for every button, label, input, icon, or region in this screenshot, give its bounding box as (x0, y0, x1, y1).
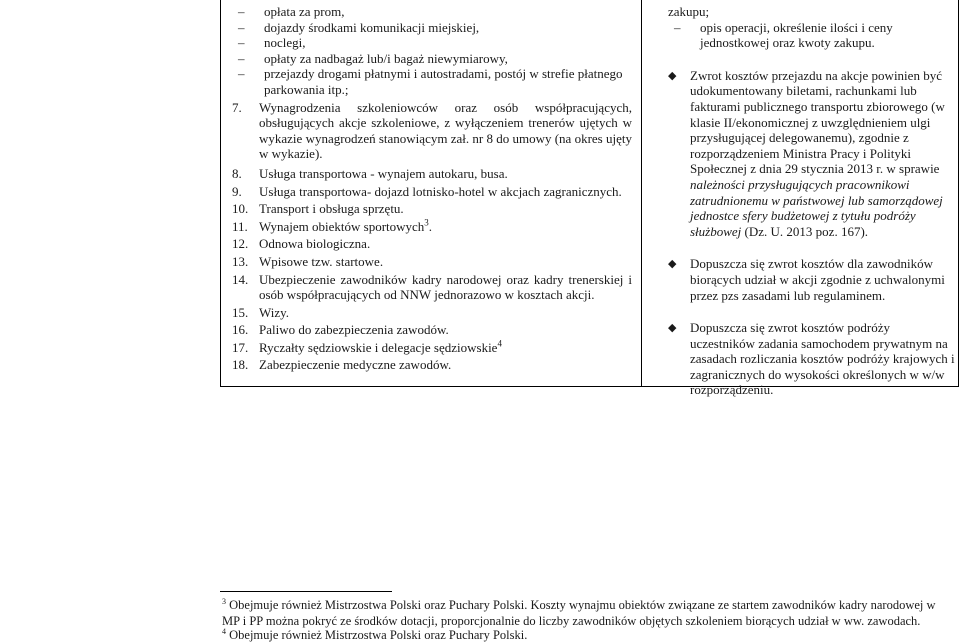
list-number: 13. (232, 253, 249, 269)
list-item (232, 166, 632, 182)
list-item-text: Transport i obsługa sprzętu. (259, 201, 404, 217)
list-item (232, 184, 632, 200)
list-item-text: Wynagrodzenia szkoleniowców oraz osób współpracujących, obsługujących akcje szkoleniowe, z wyłączeniem trenerów ujętych w wykazie wynagrodzeń stanowiącym zał. nr 8 do umowy (na okres ujęty w wykazie). (259, 99, 632, 162)
diamond-bullet-icon: ◆ (668, 69, 677, 82)
list-item (232, 254, 632, 270)
table-border-middle (641, 0, 642, 387)
list-number: 12. (232, 236, 249, 252)
list-item (232, 20, 632, 36)
list-item-text: przejazdy drogami płatnymi i autostradami, postój w strefie płatnego parkowania itp.; (264, 66, 623, 97)
list-number: 15. (232, 304, 249, 320)
footnote-ref[interactable]: 3 (424, 217, 429, 228)
footnote-separator (220, 591, 392, 592)
list-item-text: Paliwo do zabezpieczenia zawodów. (259, 322, 449, 338)
list-item (232, 305, 632, 321)
list-item-punct: . (428, 218, 433, 234)
list-item-text: dojazdy środkami komunikacji miejskiej, (264, 19, 480, 35)
right-column (668, 4, 956, 398)
list-item (232, 201, 632, 217)
diamond-bullet-icon: ◆ (668, 322, 677, 335)
bullet-item (668, 68, 956, 240)
list-item (232, 51, 632, 67)
bullet-text: Zwrot kosztów przejazdu na akcje powinien być udokumentowany biletami, rachunkami lub fakturami publicznego transportu zbiorowego (w klasie II/ekonomicznej z uwzględnieniem ulgi przysługującej delegowanemu), zgodnie z rozporządzeniem Ministra Pracy i Polityki Społecznej z dnia 29 stycznia 2013 r. w sprawie (690, 67, 945, 177)
list-item-text: noclegi, (264, 35, 306, 51)
list-item (232, 35, 632, 51)
bullet-item (668, 256, 956, 303)
list-item (232, 272, 632, 303)
list-item-text: Wynajem obiektów sportowych (259, 218, 425, 234)
list-item-text: Usługa transportowa- dojazd lotnisko-hotel w akcjach zagranicznych. (259, 183, 622, 199)
footnote-4 (222, 628, 942, 644)
footnote-number: 3 (222, 596, 226, 606)
list-number: 14. (232, 271, 249, 287)
list-number: 8. (232, 165, 242, 181)
footnote-number: 4 (222, 626, 226, 636)
list-item (668, 20, 956, 51)
list-item (232, 357, 632, 373)
list-number: 10. (232, 201, 249, 217)
list-item-text: opis operacji, określenie ilości i ceny jednostkowej oraz kwoty zakupu. (700, 19, 893, 51)
list-number: 16. (232, 322, 249, 338)
table-border-left (220, 0, 221, 387)
footnote-text: Obejmuje również Mistrzostwa Polski oraz Puchary Polski. Koszty wynajmu obiektów związane ze startem zawodników kadry narodowej w MP i PP można pokryć ze środków dotacji, proporcjonalnie do liczby zawodników objętych szkoleniem biorących udział w ww. zawodach. (222, 598, 936, 628)
list-item (232, 4, 632, 20)
list-item-text: Usługa transportowa - wynajem autokaru, busa. (259, 165, 508, 181)
footnote-ref[interactable]: 4 (497, 338, 502, 349)
footnote-3 (222, 598, 942, 629)
list-item-text: Wpisowe tzw. startowe. (259, 253, 384, 269)
list-item-text: Ubezpieczenie zawodników kadry narodowej oraz kadry trenerskiej i osób współpracujących od NNW jednorazowo w kosztach akcji. (259, 271, 632, 303)
list-item-text: Wizy. (259, 304, 290, 320)
list-number: 18. (232, 357, 249, 373)
continuation-line (668, 4, 956, 20)
list-number: 9. (232, 183, 242, 199)
bullet-text-italic: należności przysługujących pracownikowi zatrudnionemu w państwowej lub samorządowej jednostce sfery budżetowej z tytułu podróży służbowej (690, 176, 943, 239)
list-item-text: Zabezpieczenie medyczne zawodów. (259, 357, 452, 373)
list-item-text: Ryczałty sędziowskie i delegacje sędziowskie (259, 339, 498, 355)
left-column (232, 4, 632, 373)
table-border-right (958, 0, 959, 387)
footnote-text: Obejmuje również Mistrzostwa Polski oraz Puchary Polski. (229, 628, 528, 642)
list-item (232, 322, 632, 338)
list-number: 7. (232, 99, 242, 115)
bullet-text: Dopuszcza się zwrot kosztów dla zawodników biorących udział w akcji zgodnie z uchwalonymi przez pzs zasadami lub regulaminem. (690, 256, 945, 303)
list-item-7 (232, 100, 632, 162)
bullet-text-tail: (Dz. U. 2013 poz. 167). (744, 223, 869, 239)
list-number: 17. (232, 339, 249, 355)
bullet-text: Dopuszcza się zwrot kosztów podróży uczestników zadania samochodem prywatnym na zasadach rozliczania kosztów podróży krajowych i zagranicznych do wysokości określonych w w/w rozporządzeniu. (690, 320, 955, 398)
list-item-text: opłata za prom, (264, 4, 345, 19)
continuation-text: zakupu; (668, 4, 710, 19)
list-item (232, 236, 632, 252)
diamond-bullet-icon: ◆ (668, 258, 677, 271)
bullet-item (668, 320, 956, 398)
list-item (232, 340, 632, 356)
list-item (232, 66, 632, 97)
list-item-text: Odnowa biologiczna. (259, 236, 371, 252)
list-item (232, 219, 632, 235)
list-number: 11. (232, 218, 248, 234)
list-item-text: opłaty za nadbagaż lub/i bagaż niewymiarowy, (264, 50, 508, 66)
